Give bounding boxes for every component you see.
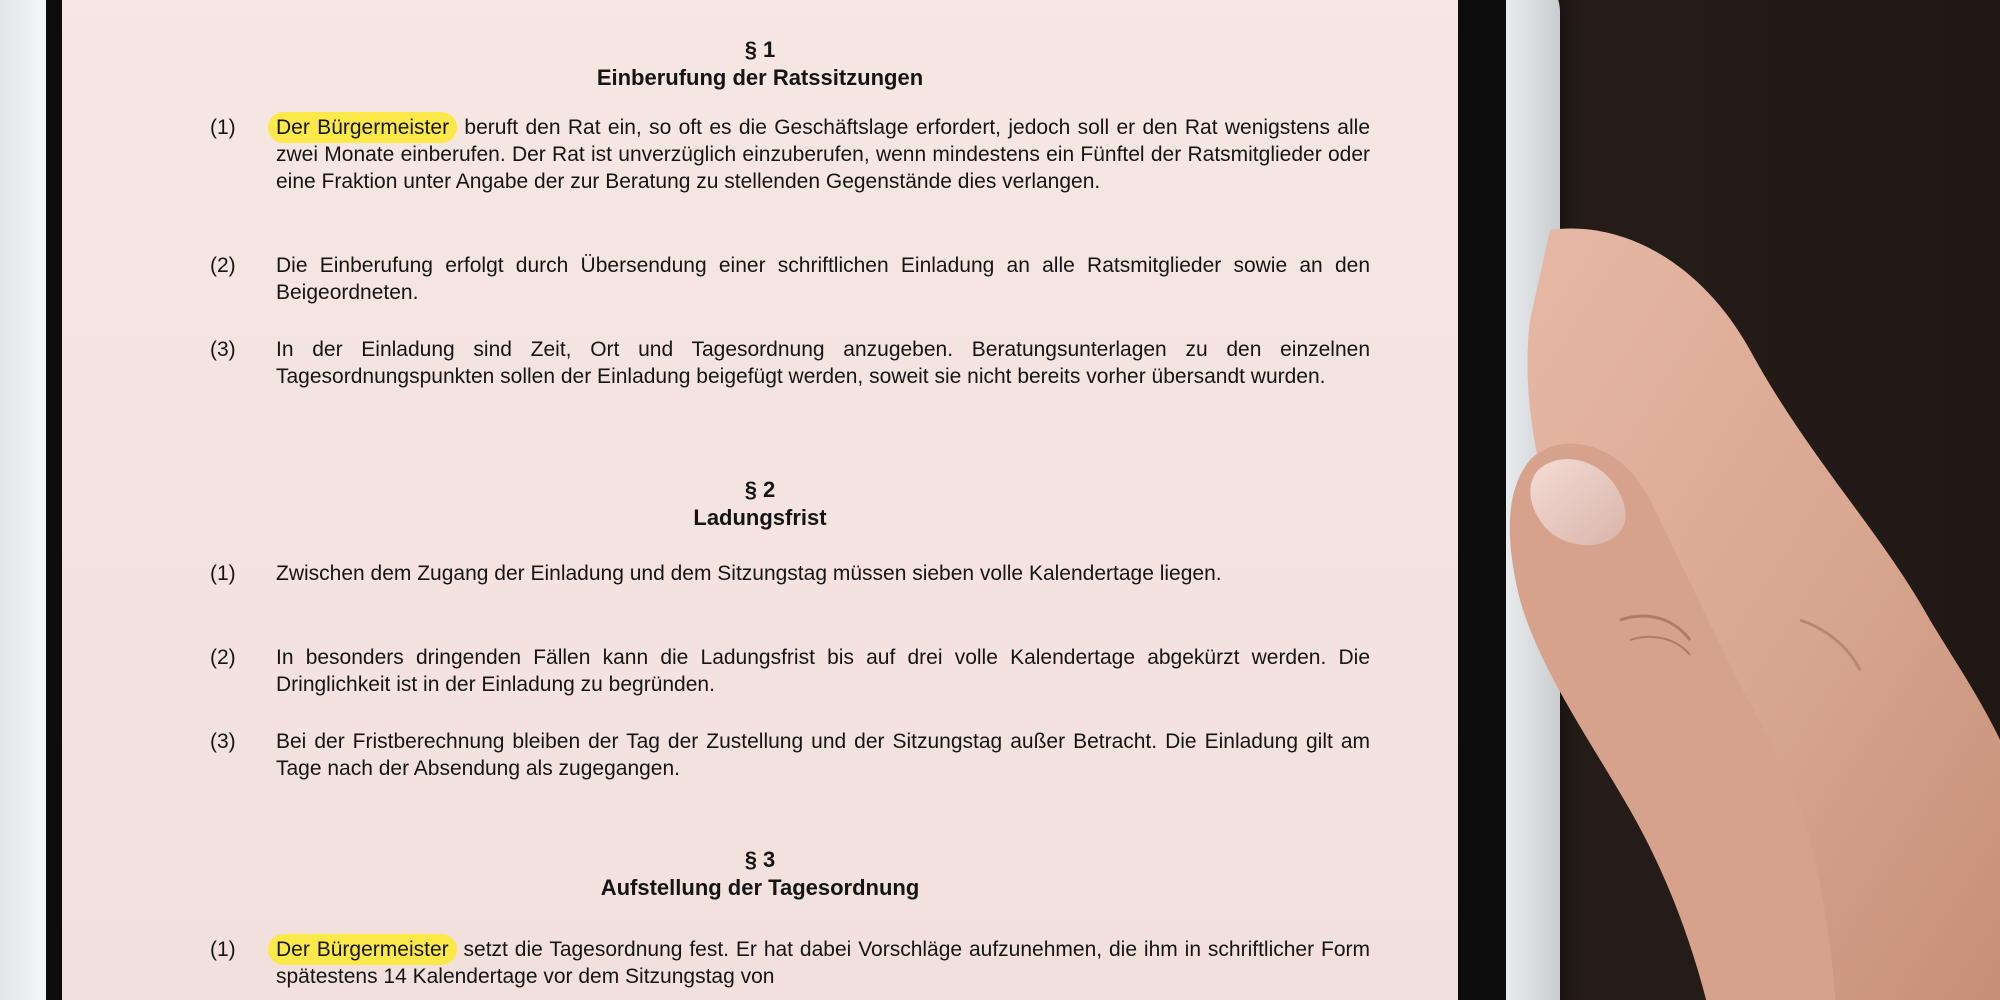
section-2-heading — [62, 476, 1458, 532]
highlighted-text: Der Bürgermeister — [268, 112, 457, 143]
paragraph-text — [276, 114, 1370, 195]
hand-holding-tablet — [1500, 200, 2000, 1000]
section-2-number: § 2 — [744, 477, 776, 502]
paragraph-number: (2) — [210, 646, 236, 669]
paragraph-text: In der Einladung sind Zeit, Ort und Tagesordnung anzugeben. Beratungsunterlagen zu den einzelnen Tagesordnungspunkten sollen der Einladung beigefügt werden, soweit sie nicht bereits vorher übersandt wurden. — [276, 338, 1370, 388]
tablet-screen[interactable] — [62, 0, 1458, 1000]
section-1-heading — [62, 36, 1458, 92]
paragraph-body: beruft den Rat ein, so oft es die Geschäftslage erfordert, jedoch soll er den Rat wenigstens alle zwei Monate einberufen. Der Rat ist unverzüglich einzuberufen, wenn mindestens ein Fünftel der Ratsmitglieder oder eine Fraktion unter Angabe der zur Beratung zu stellenden Gegenstände dies verlangen. — [276, 116, 1370, 193]
section-3-heading — [62, 846, 1458, 902]
paragraph-number: (3) — [210, 730, 236, 753]
document-page — [62, 0, 1458, 1000]
paragraph-text: In besonders dringenden Fällen kann die Ladungsfrist bis auf drei volle Kalendertage abgekürzt werden. Die Dringlichkeit ist in der Einladung zu begründen. — [276, 646, 1370, 696]
highlighted-text: Der Bürgermeister — [268, 934, 457, 965]
paragraph-number: (1) — [210, 562, 236, 585]
paragraph-text: Die Einberufung erfolgt durch Übersendung einer schriftlichen Einladung an alle Ratsmitglieder sowie an den Beigeordneten. — [276, 254, 1370, 304]
paragraph-text — [276, 936, 1370, 990]
paragraph-number: (3) — [210, 338, 236, 361]
section-3-title: Aufstellung der Tagesordnung — [600, 875, 920, 900]
section-1-number: § 1 — [744, 37, 776, 62]
section-1-title: Einberufung der Ratssitzungen — [596, 65, 924, 90]
paragraph-text: Zwischen dem Zugang der Einladung und dem Sitzungstag müssen sieben volle Kalendertage liegen. — [276, 562, 1222, 585]
section-2-title: Ladungsfrist — [693, 505, 827, 530]
paragraph-number: (1) — [210, 938, 236, 961]
paragraph-body: setzt die Tagesordnung fest. Er hat dabei Vorschläge aufzunehmen, die ihm in schriftlicher Form spätestens 14 Kalendertage vor dem Sitzungstag von — [276, 938, 1370, 988]
paragraph-number: (2) — [210, 254, 236, 277]
paragraph-number: (1) — [210, 116, 236, 139]
section-3-number: § 3 — [744, 847, 776, 872]
paragraph-text: Bei der Fristberechnung bleiben der Tag der Zustellung und der Sitzungstag außer Betracht. Die Einladung gilt am Tage nach der Absendung als zugegangen. — [276, 730, 1370, 780]
